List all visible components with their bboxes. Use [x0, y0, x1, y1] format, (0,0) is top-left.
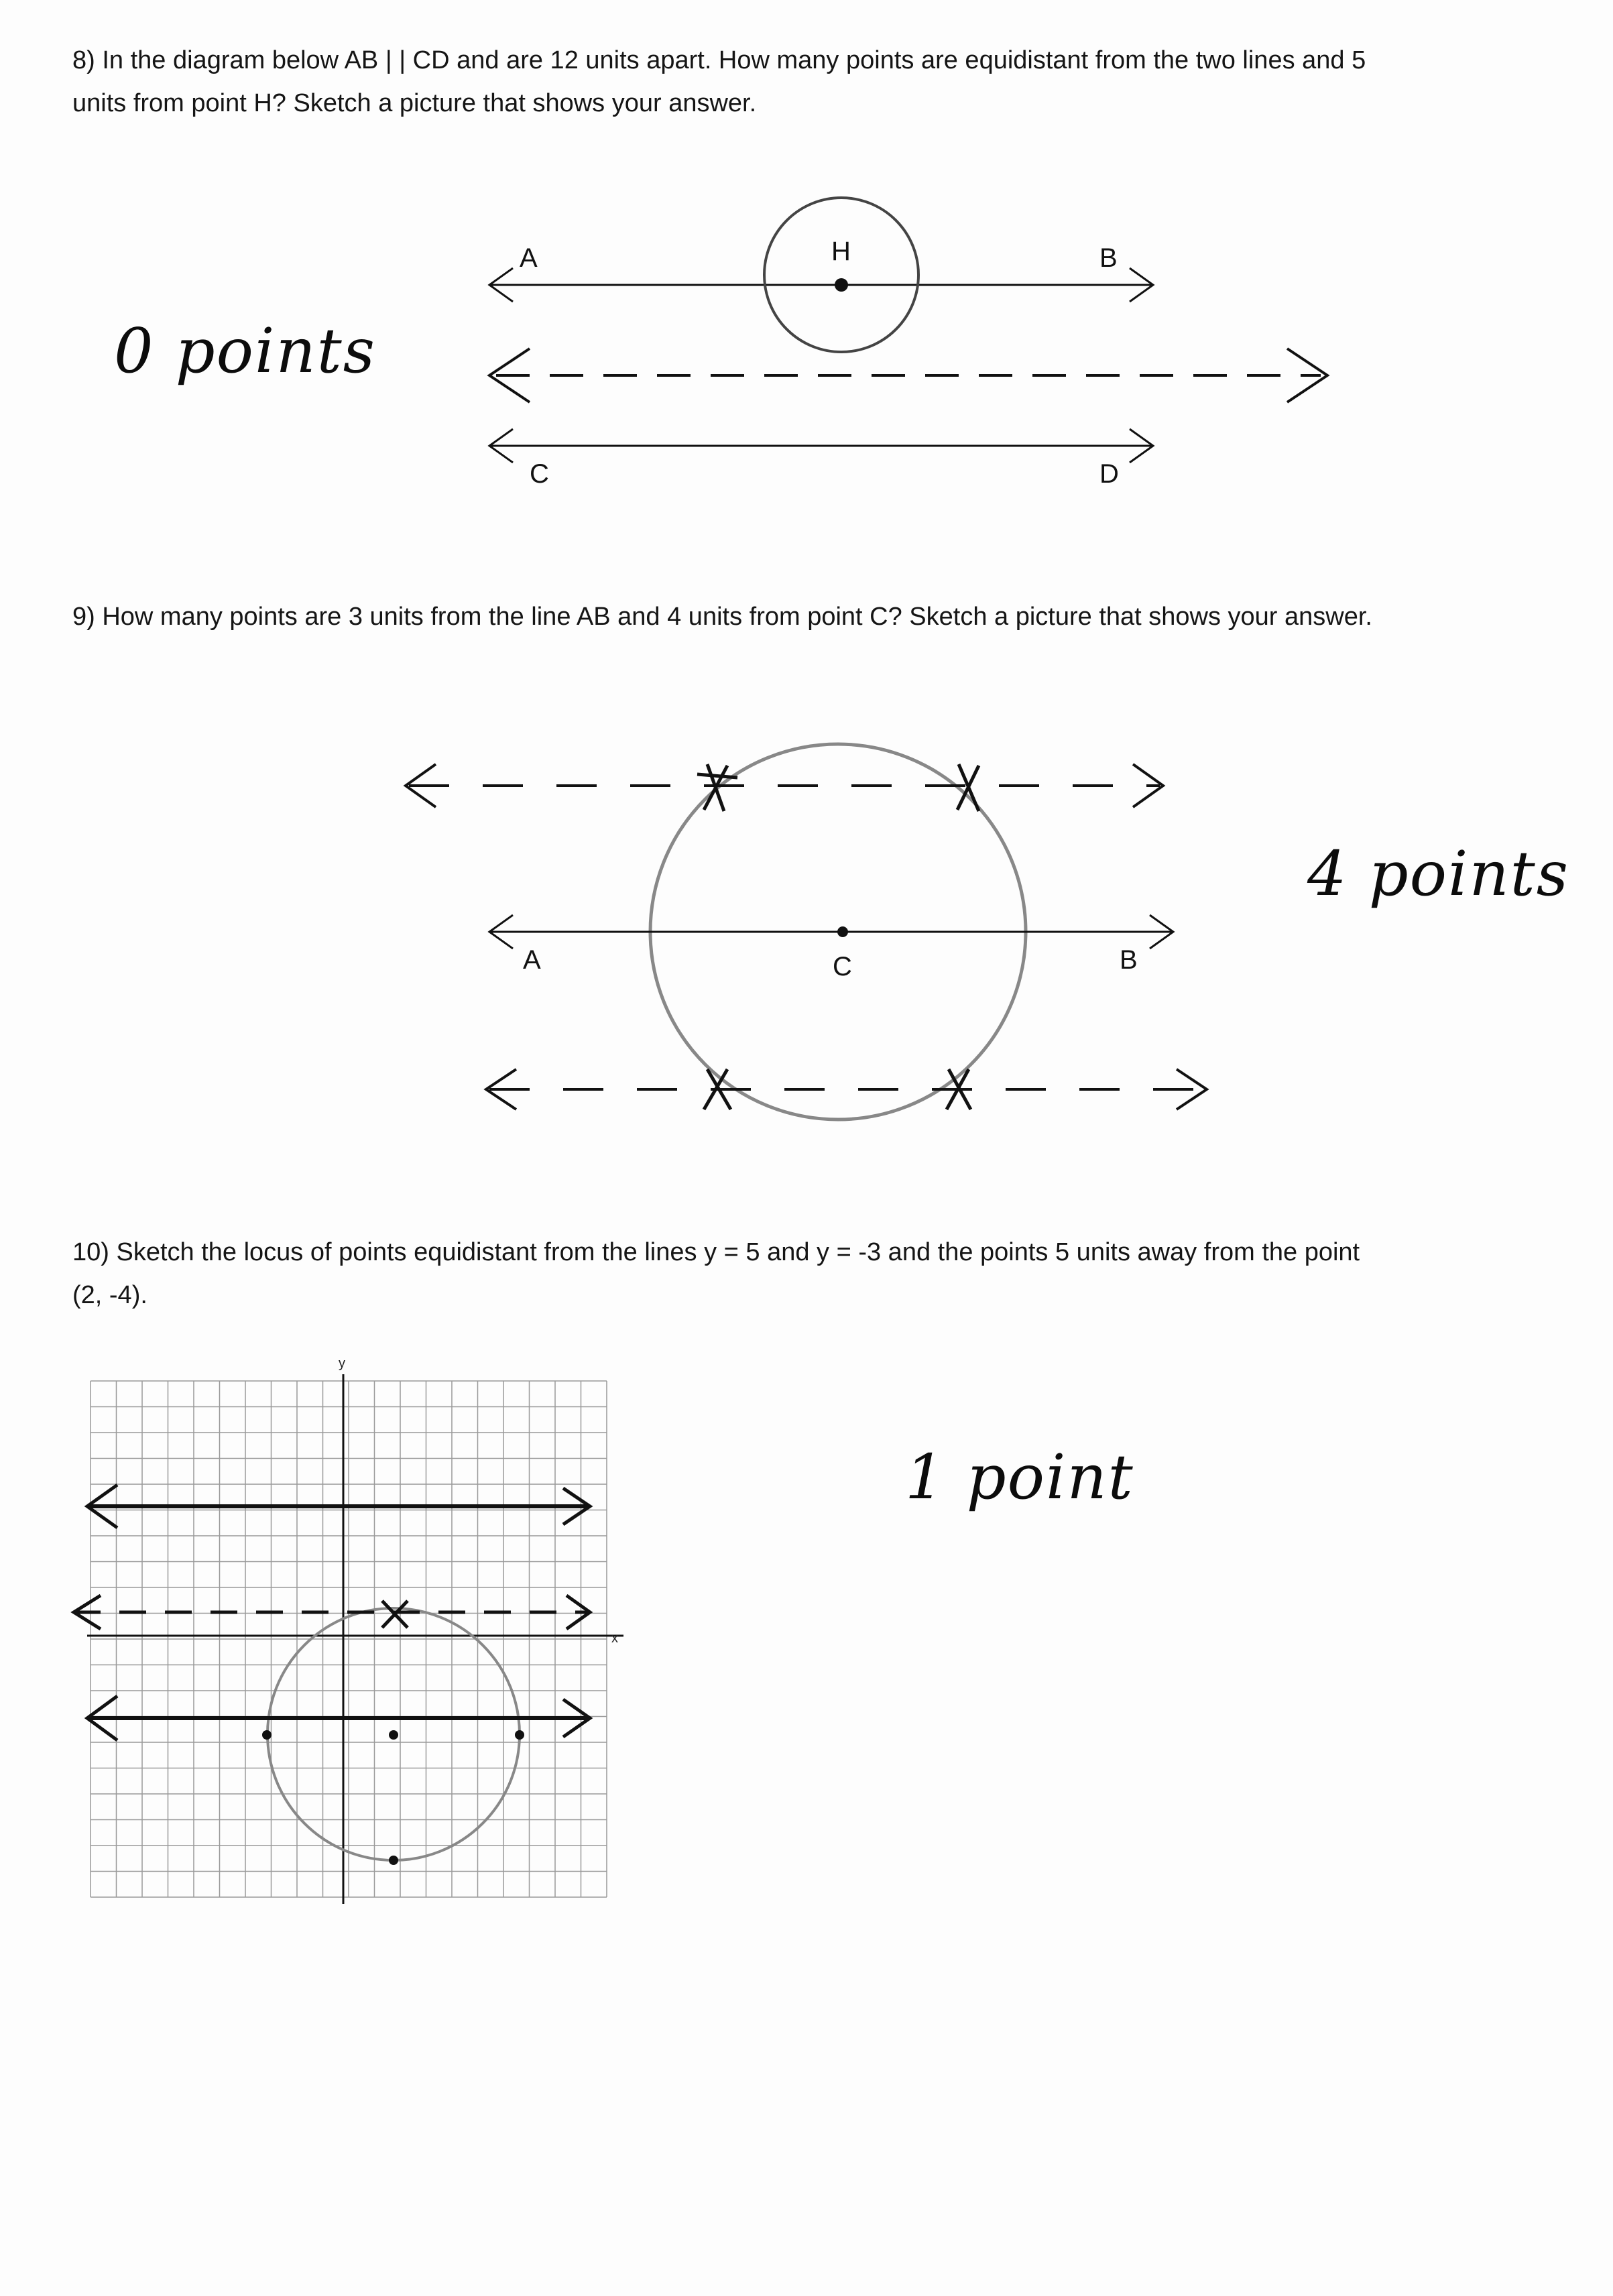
answer-mark [382, 1601, 408, 1628]
label-c: C [833, 952, 852, 981]
y-axis-label: y [339, 1356, 345, 1371]
label-h: H [831, 237, 851, 266]
question-8-line-1: 8) In the diagram below AB | | CD and are 12 units apart. How many points are equidistant from the two lines and 5 [72, 46, 1366, 74]
question-10-graph [54, 1347, 644, 1917]
question-9-diagram [389, 711, 1260, 1180]
question-8-text [72, 39, 1366, 125]
question-10-line-1: 10) Sketch the locus of points equidistant from the lines y = 5 and y = -3 and the points 5 units away from the point [72, 1238, 1360, 1266]
circle-points [262, 1730, 524, 1865]
label-a: A [523, 945, 541, 975]
label-a: A [520, 243, 538, 273]
question-8-line-2: units from point H? Sketch a picture that shows your answer. [72, 89, 757, 117]
question-9-line-1: 9) How many points are 3 units from the line AB and 4 units from point C? Sketch a picture that shows your answer. [72, 603, 1372, 631]
question-9-text [72, 595, 1372, 638]
intersection-marks [697, 764, 979, 1109]
label-b: B [1120, 945, 1138, 975]
question-10-line-2: (2, -4). [72, 1281, 147, 1309]
question-8-answer: 0 points [114, 315, 376, 387]
label-d: D [1099, 459, 1119, 489]
label-c: C [530, 459, 549, 489]
question-10-text [72, 1231, 1360, 1317]
question-8-diagram [456, 181, 1368, 503]
x-axis-label: x [611, 1631, 618, 1646]
label-b: B [1099, 243, 1118, 273]
question-9-answer: 4 points [1307, 838, 1569, 910]
question-10-answer: 1 point [905, 1441, 1134, 1513]
coordinate-grid [91, 1381, 607, 1897]
point-c-dot [837, 926, 848, 937]
point-h-dot [835, 278, 848, 292]
